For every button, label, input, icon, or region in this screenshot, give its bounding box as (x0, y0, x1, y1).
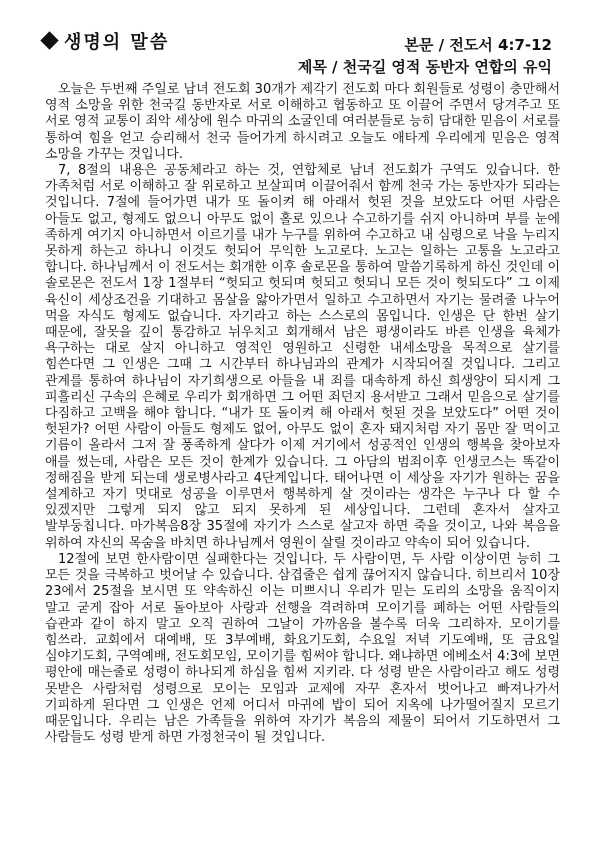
paragraph-1: 오늘은 두번째 주일로 남녀 전도회 30개가 제각기 전도회 마다 회원들로 성령이 충만해서 영적 소망을 위한 천국길 동반자로 서로 이해하고 협동하고 또 이끌어 주면서 당겨주고 또 서로 영적 교통이 죄악 세상에 원수 마귀의 소굴인데 여러분들로 능히 담대한 믿음이 서로를 통하여 힘을 얻고 승리해서 천국 들어가게 하시려고 오늘도 애타게 우리에게 믿음은 영적 소망을 가꾸는 것입니다. (45, 82, 560, 162)
header (40, 28, 560, 58)
section-title: 생명의 말씀 (64, 32, 170, 53)
diamond-bullet-icon (40, 31, 58, 49)
sermon-body (45, 82, 560, 746)
paragraph-3: 12절에 보면 한사람이면 실패한다는 것입니다. 두 사람이면, 두 사람 이상이면 능히 그 모든 것을 극복하고 벗어날 수 있습니다. 삼겹줄은 쉽게 끊어지지 않습니다. 히브리서 10장 23에서 25절을 보시면 또 약속하신 이는 미쁘시니 우리가 믿는 도리의 소망을 움직이지 말고 굳게 잡아 서로 돌아보아 사랑과 선행을 격려하며 모이기를 폐하는 어떤 사람들의 습관과 같이 하지 말고 오직 권하여 그날이 가까옴을 볼수록 더욱 그리하자. 모이기를 힘쓰라. 교회에서 대예배, 또 3부예배, 화요기도회, 수요일 저녁 기도예배, 또 금요일 심야기도회, 구역예배, 전도회모임, 모이기를 힘써야 합니다. 왜냐하면 에베소서 4:3에 보면 평안에 매는줄로 성령이 하나되게 하심을 힘써 지키라. 다 성령 받은 사람이라고 해도 성령 못받은 사람처럼 성령으로 모이는 모임과 교제에 자꾸 혼자서 벗어나고 빠져나가서 기피하게 된다면 그 인생은 언제 어디서 마귀에 밥이 되어 지옥에 나가떨어질지 모르기 때문입니다. 우리는 남은 가족들을 위하여 자기가 복음의 제물이 되어서 기도하면서 그 사람들도 성령 받게 하면 가정천국이 될 것입니다. (45, 551, 560, 746)
paragraph-2: 7, 8절의 내용은 공동체라고 하는 것, 연합체로 남녀 전도회가 구역도 있습니다. 한 가족처럼 서로 이해하고 잘 위로하고 보살피며 이끌어줘서 함께 천국 가는 동반자가 되라는 것입니다. 7절에 들어가면 내가 또 돌이켜 해 아래서 헛된 것을 보았도다 어떤 사람은 아들도 없고, 형제도 없으니 아무도 없이 홀로 있으나 수고하기를 쉬지 아니하며 부를 눈에 족하게 여기지 아니하면서 이르기를 내가 누구를 위하여 수고하고 내 심령으로 낙을 누리지 못하게 하는고 하나니 이것도 헛되어 무익한 노고로다. 노고는 일하는 고통을 노고라고 합니다. 하나님께서 이 전도서는 회개한 이후 솔로몬을 통하여 말씀기록하게 하신 것인데 이 솔로몬은 전도서 1장 1절부터 “헛되고 헛되며 헛되고 헛되니 모든 것이 헛되도다” 그 이제 육신이 세상조건을 기대하고 몸살을 앓아가면서 일하고 수고하면서 자기는 물려줄 나누어 먹을 자식도 형제도 없습니다. 자기라고 하는 스스로의 몸입니다. 인생은 단 한번 살기 때문에, 잘못을 깊이 통감하고 뉘우치고 회개해서 남은 평생이라도 바른 인생을 육체가 욕구하는 대로 살지 아니하고 영적인 영원하고 신령한 내세소망을 목적으로 살기를 힘쓴다면 그 인생은 그때 그 시간부터 하나님과의 관계가 시작되어질 것입니다. 그리고 관계를 통하여 하나님이 자기희생으로 아들을 내 죄를 대속하게 하신 희생양이 되시게 그 피흘리신 구속의 은혜로 우리가 회개하면 그 어떤 죄던지 용서받고 그래서 믿음으로 살기를 다짐하고 고백을 해야 합니다. “내가 또 돌이켜 해 아래서 헛된 것을 보았도다” 어떤 것이 헛된가? 어떤 사람이 아들도 형제도 없어, 아무도 없이 혼자 돼지처럼 자기 몸만 잘 먹이고 기름이 올라서 그저 잘 풍족하게 살다가 이제 거기에서 성공적인 인생의 행복을 찾아보자 애를 썼는데, 사람은 모든 것이 한계가 있습니다. 그 아담의 범죄이후 인생코스는 똑같이 정해짐을 받게 되는데 생로병사라고 4단계입니다. 태어나면 이 세상을 자기가 원하는 꿈을 설계하고 자기 멋대로 성공을 이루면서 행복하게 살 것이라는 생각은 누구나 다 할 수 있겠지만 그렇게 되지 않고 되지 못하게 된 세상입니다. 그런데 혼자서 살자고 발부둥칩니다. 마가복음8장 35절에 자기가 스스로 살고자 하면 죽을 것이고, 나와 복음을 위하여 자신의 목숨을 바치면 하나님께서 영원이 살릴 것이라고 약속이 되어 있습니다. (45, 163, 560, 551)
section-heading (40, 28, 169, 54)
subject-row (40, 56, 560, 78)
scripture-reference: 본문 / 전도서 4:7-12 (404, 36, 552, 54)
sermon-subject: 제목 / 천국길 영적 동반자 연합의 유익 (297, 58, 552, 76)
